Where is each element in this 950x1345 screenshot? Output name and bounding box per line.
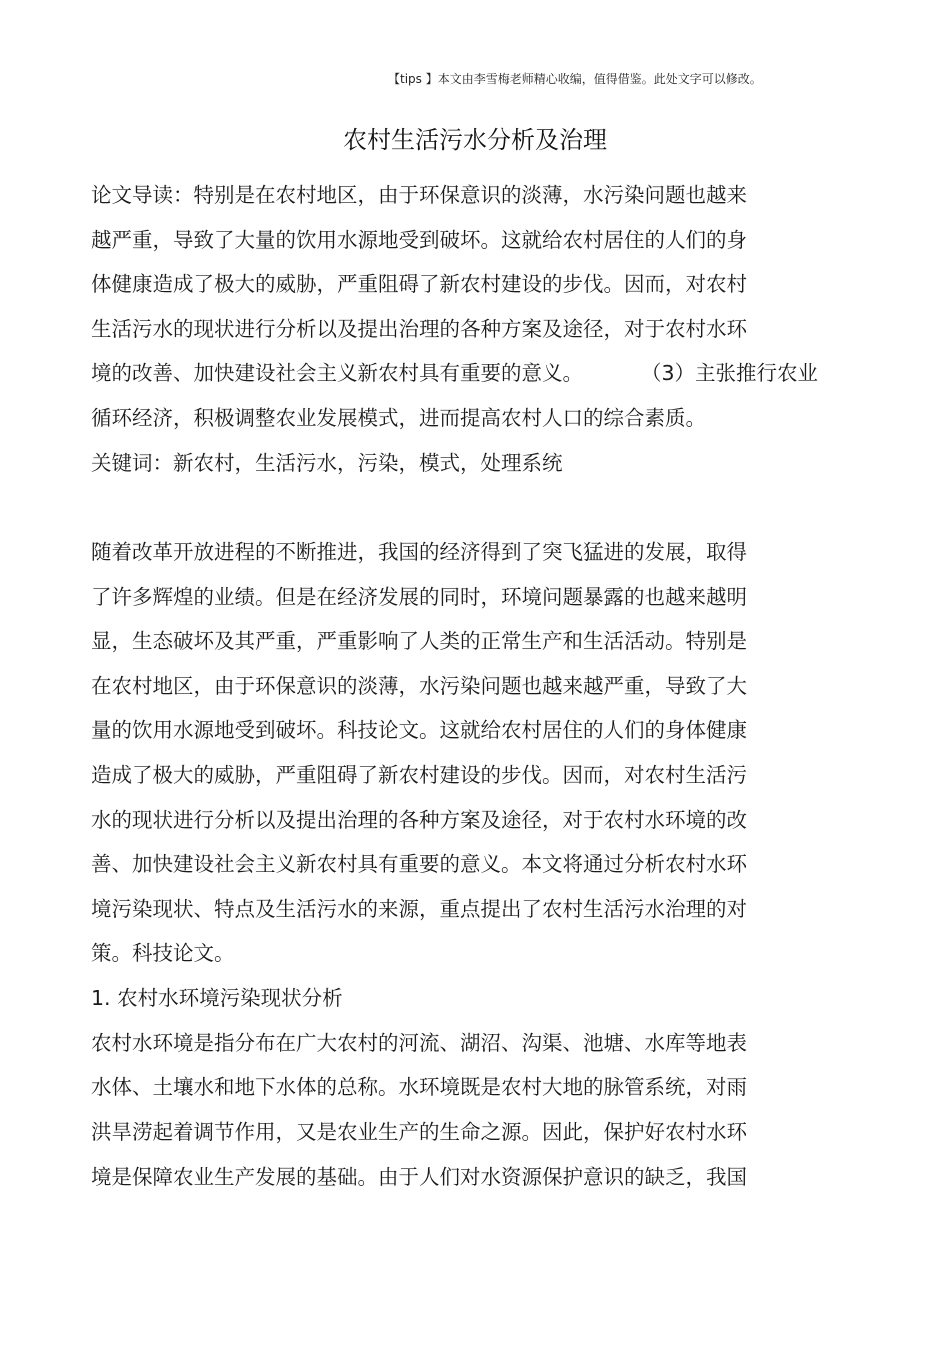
intro-line-6: 造成了极大的威胁，严重阻碍了新农村建设的步伐。因而，对农村生活污 — [91, 763, 747, 787]
abstract-line-1: 论文导读：特别是在农村地区，由于环保意识的淡薄，水污染问题也越来 — [91, 183, 747, 207]
intro-line-4: 在农村地区，由于环保意识的淡薄，水污染问题也越来越严重，导致了大 — [91, 674, 747, 698]
section-1-line-4: 境是保障农业生产发展的基础。由于人们对水资源保护意识的缺乏，我国 — [91, 1165, 747, 1189]
abstract-line-5 — [91, 359, 818, 387]
section-1-heading: 1. 农村水环境污染现状分析 — [91, 986, 343, 1010]
abstract-line-2: 越严重，导致了大量的饮用水源地受到破坏。这就给农村居住的人们的身 — [91, 228, 747, 252]
intro-line-5: 量的饮用水源地受到破坏。科技论文。这就给农村居住的人们的身体健康 — [91, 718, 747, 742]
keywords: 关键词：新农村，生活污水，污染，模式，处理系统 — [91, 451, 563, 475]
intro-line-9: 境污染现状、特点及生活污水的来源，重点提出了农村生活污水治理的对 — [91, 897, 747, 921]
header-tips: 【tips 】本文由李雪梅老师精心收编，值得借鉴。此处文字可以修改。 — [388, 72, 762, 86]
section-1-line-2: 水体、土壤水和地下水体的总称。水环境既是农村大地的脉管系统，对雨 — [91, 1075, 747, 1099]
intro-line-10: 策。科技论文。 — [91, 941, 235, 965]
intro-line-3: 显，生态破坏及其严重，严重影响了人类的正常生产和生活活动。特别是 — [91, 629, 747, 653]
page-title: 农村生活污水分析及治理 — [343, 126, 607, 154]
intro-line-1: 随着改革开放进程的不断推进，我国的经济得到了突飞猛进的发展，取得 — [91, 540, 747, 564]
section-1-line-3: 洪旱涝起着调节作用，又是农业生产的生命之源。因此，保护好农村水环 — [91, 1120, 747, 1144]
intro-line-7: 水的现状进行分析以及提出治理的各种方案及途径，对于农村水环境的改 — [91, 808, 747, 832]
abstract-line-6: 循环经济，积极调整农业发展模式，进而提高农村人口的综合素质。 — [91, 406, 706, 430]
abstract-line-3: 体健康造成了极大的威胁，严重阻碍了新农村建设的步伐。因而，对农村 — [91, 272, 747, 296]
section-1-line-1: 农村水环境是指分布在广大农村的河流、湖沼、沟渠、池塘、水库等地表 — [91, 1031, 747, 1055]
intro-line-8: 善、加快建设社会主义新农村具有重要的意义。本文将通过分析农村水环 — [91, 852, 747, 876]
abstract-line-4: 生活污水的现状进行分析以及提出治理的各种方案及途径，对于农村水环 — [91, 317, 747, 341]
abstract-line-5-text: 境的改善、加快建设社会主义新农村具有重要的意义。 — [91, 361, 583, 385]
abstract-line-5-tail: （3）主张推行农业 — [641, 361, 819, 385]
intro-line-2: 了许多辉煌的业绩。但是在经济发展的同时，环境问题暴露的也越来越明 — [91, 585, 747, 609]
